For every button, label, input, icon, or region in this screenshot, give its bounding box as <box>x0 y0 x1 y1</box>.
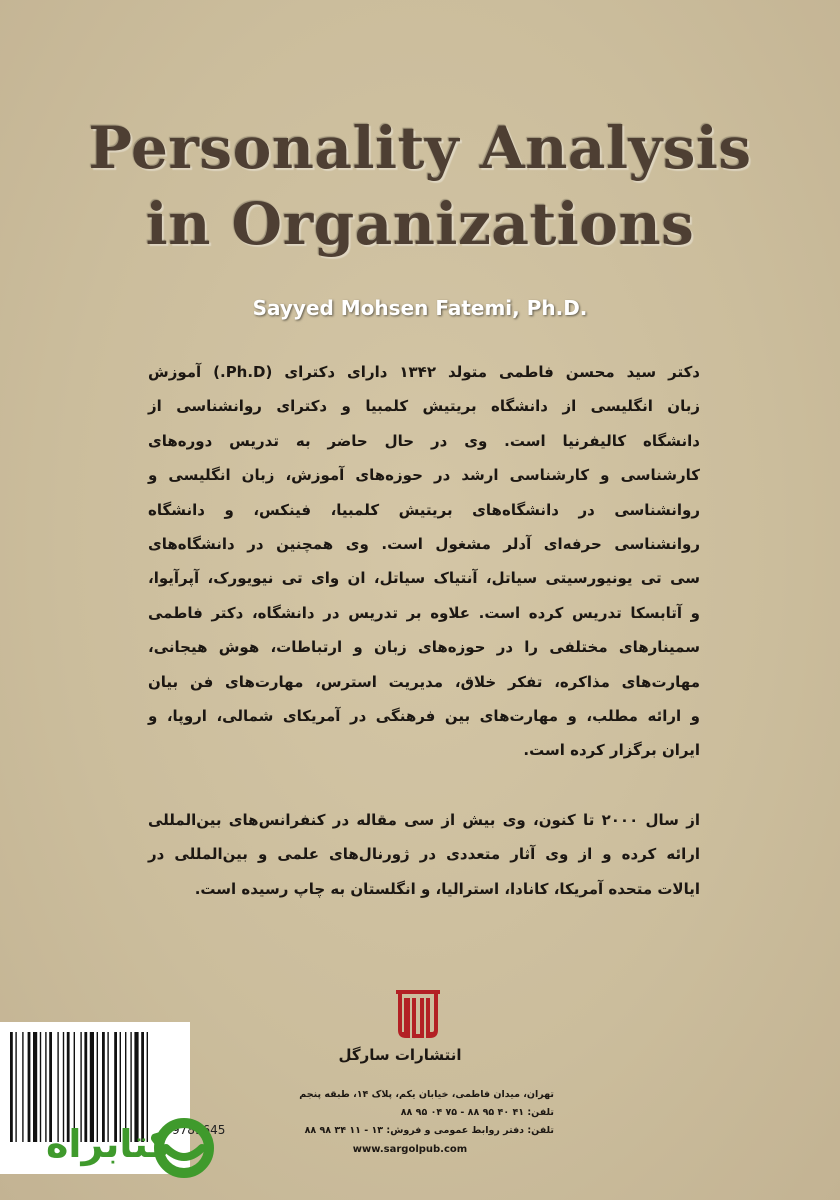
bio-line: از سال ۲۰۰۰ تا کنون، وی بیش از سی مقاله در کنفرانس‌های بین‌المللی <box>148 811 700 829</box>
bio-line: دانشگاه کالیفرنیا است. وی در حال حاضر به تدریس دوره‌های <box>148 431 700 450</box>
author-bio-paragraph-1 <box>148 355 700 768</box>
bio-line: سمینارهای مختلفی را در حوزه‌های زبان و ارتباطات، هوش هیجانی، <box>148 638 700 657</box>
bio-line: ایالات متحده آمریکا، کانادا، استرالیا، و انگلستان به چاپ رسیده است. <box>194 879 700 898</box>
book-title-line1: Personality Analysis <box>88 114 752 182</box>
author-name: Sayyed Mohsen Fatemi, Ph.D. <box>252 296 588 320</box>
book-title-line2: in Organizations <box>145 190 695 258</box>
bio-line: ارائه کرده و از وی آثار متعددی در ژورنال‌های علمی و بین‌المللی در <box>148 845 700 864</box>
bio-line: مهارت‌های مذاکره، تفکر خلاق، مدیریت استرس، مهارت‌های فن بیان <box>148 672 700 691</box>
bio-line: روانشناسی حرفه‌ای آدلر مشغول است. وی همچنین در دانشگاه‌های <box>148 534 700 553</box>
publisher-sales-phone: تلفن: دفتر روابط عمومی و فروش: ۱۳ - ۱۱ ۳۴ ۹۸ ۸۸ <box>304 1125 554 1136</box>
ketabrah-watermark-text: کتابراه <box>46 1122 172 1166</box>
publisher-logo-icon <box>388 984 448 1044</box>
bio-line: و ارائه مطلب، و مهارت‌های بین فرهنگی در آمریکای شمالی، اروپا، و <box>148 706 700 725</box>
bio-line: روانشناسی در دانشگاه‌های بریتیش کلمبیا، فینکس، و دانشگاه <box>148 500 700 519</box>
publisher-website: www.sargolpub.com <box>352 1144 468 1155</box>
bio-line: و آتابسکا تدریس کرده است. علاوه بر تدریس در دانشگاه، دکتر فاطمی <box>148 603 700 622</box>
bio-line: ایران برگزار کرده است. <box>523 741 700 760</box>
publisher-phone: تلفن: ۴۱ ۴۰ ۹۵ ۸۸ - ۷۵ ۰۴ ۹۵ ۸۸ <box>400 1107 554 1118</box>
publisher-address: تهران، میدان فاطمی، خیابان یکم، پلاک ۱۴، طبقه پنجم <box>299 1089 554 1100</box>
bio-line: کارشناسی و کارشناسی ارشد در حوزه‌های آموزش، زبان انگلیسی و <box>148 466 700 485</box>
bio-line: سی تی یونیورسیتی سیاتل، آنتیاک سیاتل، ان وای تی نیویورک، آپرآیوا، <box>148 569 700 588</box>
bio-line: زبان انگلیسی از دانشگاه بریتیش کلمبیا و دکترای روانشناسی از <box>148 397 700 416</box>
publisher-name: انتشارات سارگل <box>338 1046 462 1064</box>
isbn-digits: 9789645 <box>172 1123 226 1137</box>
author-bio-paragraph-2 <box>148 803 700 906</box>
bio-line: دکتر سید محسن فاطمی متولد ۱۳۴۲ دارای دکترای (Ph.D.) آموزش <box>148 363 700 381</box>
